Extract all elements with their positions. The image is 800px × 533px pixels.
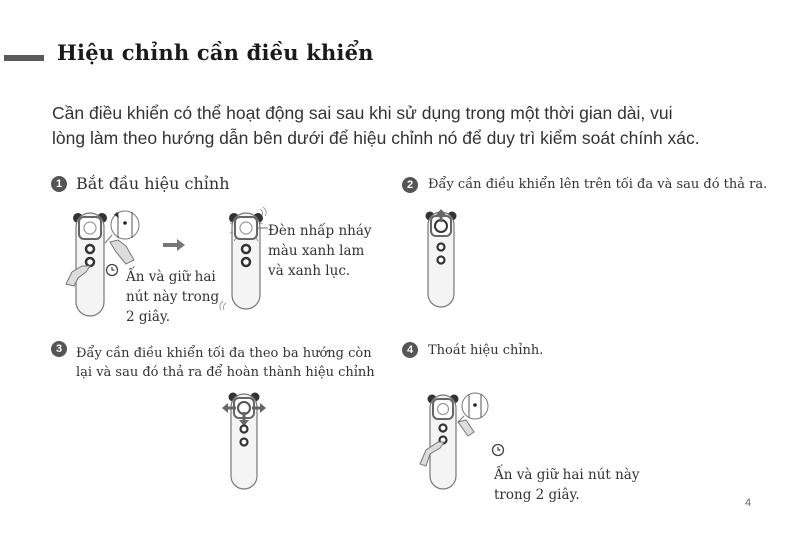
step-3-badge: 3: [51, 341, 67, 357]
hand-icon: [458, 420, 474, 436]
controller-icon: [222, 392, 266, 492]
intro-line-1: Cần điều khiển có thể hoạt động sai sau khi sử dụng trong một thời gian dài, vui: [52, 103, 673, 123]
step-4-badge: 4: [402, 342, 418, 358]
controller-icon: [422, 210, 462, 310]
step-3-label: Đẩy cần điều khiển tối đa theo ba hướng còn lại và sau đó thả ra để hoàn thành hiệu chỉnh: [76, 346, 375, 380]
title-accent-bar: [4, 55, 44, 61]
step-2-label: Đẩy cần điều khiển lên trên tối đa và sau đó thả ra.: [428, 177, 768, 192]
intro-line-2: lòng làm theo hướng dẫn bên dưới để hiệu chỉnh nó để duy trì kiểm soát chính xác.: [52, 128, 700, 148]
step-4-label: Thoát hiệu chỉnh.: [428, 343, 544, 358]
step-1-badge: 1: [51, 176, 67, 192]
blinking-light-icon: [220, 205, 270, 315]
step-4-press-note: Ấn và giữ hai nút này trong 2 giây.: [494, 467, 640, 503]
hand-icon: [64, 260, 94, 288]
arrow-right-icon: [163, 238, 187, 252]
step-1-press-note: Ấn và giữ hai nút này trong 2 giây.: [126, 269, 220, 325]
step-1-label: Bắt đầu hiệu chỉnh: [76, 174, 230, 193]
page-number: 4: [745, 497, 752, 509]
step-1-light-note: Đèn nhấp nháy màu xanh lam và xanh lục.: [268, 223, 372, 279]
intro-paragraph: [52, 101, 772, 151]
step-2-badge: 2: [402, 177, 418, 193]
clock-icon: [105, 263, 119, 277]
page-title: Hiệu chỉnh cần điều khiển: [57, 40, 374, 65]
clock-icon: [491, 443, 505, 457]
